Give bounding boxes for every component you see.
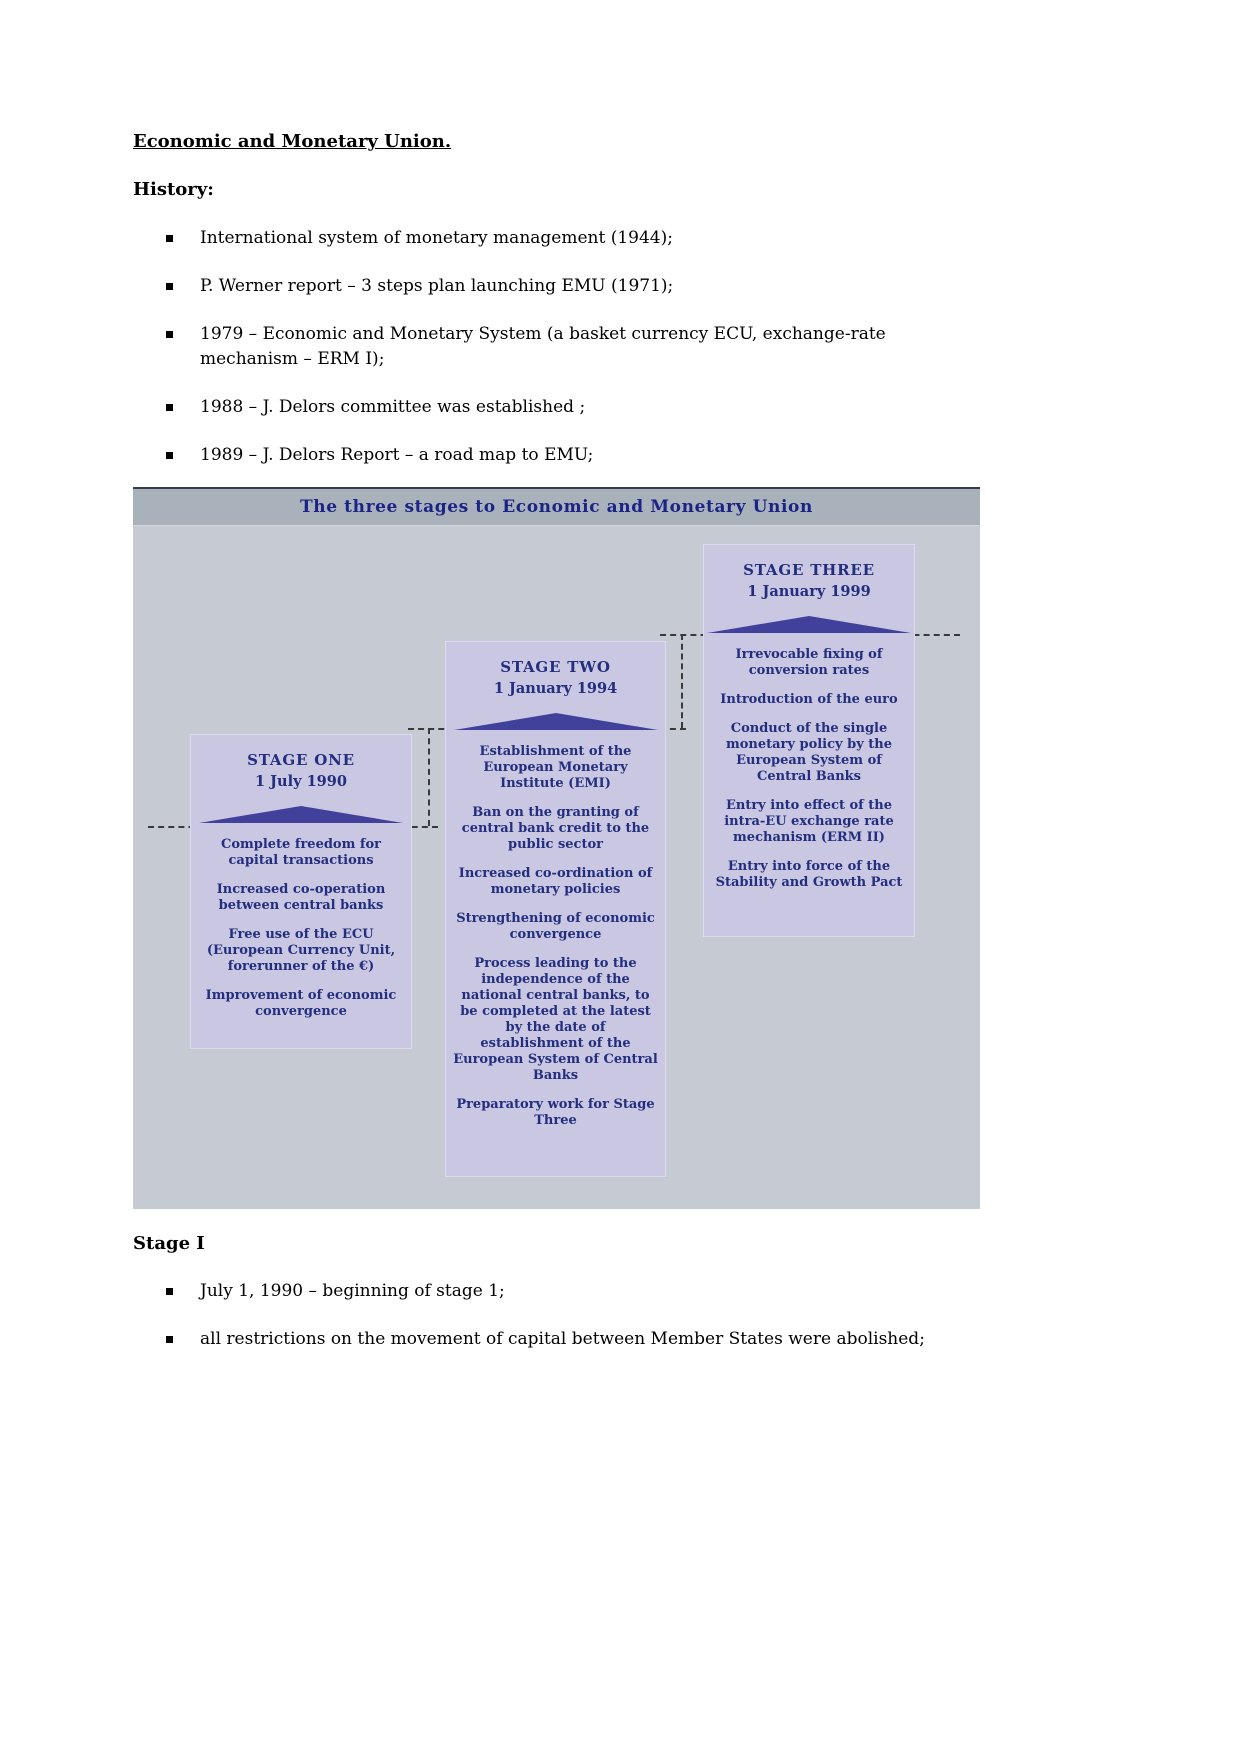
bullet-icon bbox=[166, 331, 173, 338]
bullet-icon bbox=[166, 235, 173, 242]
stage-item: Ban on the granting of central bank credit to the public sector bbox=[461, 805, 650, 852]
list-item-text: all restrictions on the movement of capital between Member States were abolished; bbox=[200, 1329, 925, 1349]
list-item bbox=[166, 395, 982, 420]
triangle-icon bbox=[199, 806, 403, 823]
stage-item: Free use of the ECU (European Currency Unit, forerunner of the €) bbox=[206, 927, 396, 974]
stage-three-date: 1 January 1999 bbox=[747, 583, 871, 600]
connector-dashed-line bbox=[681, 634, 683, 728]
list-item bbox=[166, 274, 982, 299]
stage-one-items bbox=[191, 837, 411, 1020]
list-item bbox=[166, 443, 982, 468]
bullet-icon bbox=[166, 1336, 173, 1343]
stage-two-date: 1 January 1994 bbox=[493, 680, 618, 697]
stage-item: Complete freedom for capital transactions bbox=[220, 837, 381, 868]
triangle-icon bbox=[454, 713, 658, 730]
list-item bbox=[166, 226, 982, 251]
list-item bbox=[166, 1279, 982, 1304]
list-item-text: International system of monetary management (1944); bbox=[200, 228, 673, 248]
stage1-heading: Stage I bbox=[133, 1233, 205, 1254]
stage-item: Entry into force of the Stability and Growth Pact bbox=[715, 859, 903, 890]
list-item-text: P. Werner report – 3 steps plan launching EMU (1971); bbox=[200, 276, 674, 296]
list-item-text: July 1, 1990 – beginning of stage 1; bbox=[200, 1281, 505, 1301]
stage-item: Establishment of the European Monetary Institute (EMI) bbox=[479, 744, 632, 791]
stage-item: Increased co-ordination of monetary policies bbox=[458, 866, 653, 897]
history-heading: History: bbox=[133, 179, 214, 200]
bullet-icon bbox=[166, 452, 173, 459]
stage-two-box bbox=[445, 641, 666, 1177]
bullet-icon bbox=[166, 283, 173, 290]
list-item-text: 1979 – Economic and Monetary System (a basket currency ECU, exchange-rate mechanism – ERM I); bbox=[200, 324, 886, 369]
list-item bbox=[166, 322, 982, 372]
triangle-icon bbox=[707, 616, 911, 633]
bullet-icon bbox=[166, 1288, 173, 1295]
stage-item: Irrevocable fixing of conversion rates bbox=[735, 647, 883, 678]
stage-three-title: STAGE THREE bbox=[743, 561, 875, 579]
stage-three-items bbox=[704, 647, 914, 891]
stage-item: Improvement of economic convergence bbox=[205, 988, 397, 1019]
stage-item: Increased co-operation between central banks bbox=[216, 882, 386, 913]
list-item-text: 1989 – J. Delors Report – a road map to EMU; bbox=[200, 445, 594, 465]
figure-body bbox=[133, 526, 980, 1209]
stage-one-box bbox=[190, 734, 412, 1049]
stage-item: Introduction of the euro bbox=[720, 692, 898, 707]
list-item-text: 1988 – J. Delors committee was established ; bbox=[200, 397, 586, 417]
stage-item: Strengthening of economic convergence bbox=[456, 911, 655, 942]
bullet-icon bbox=[166, 404, 173, 411]
stage-two-title: STAGE TWO bbox=[500, 658, 611, 676]
stage-item: Preparatory work for Stage Three bbox=[456, 1097, 655, 1128]
stage-item: Process leading to the independence of the national central banks, to be completed at the latest by the date of establishment of the European System of Central Banks bbox=[453, 956, 658, 1083]
stage-two-items bbox=[446, 744, 665, 1129]
list-item bbox=[166, 1327, 982, 1352]
stage-item: Entry into effect of the intra-EU exchange rate mechanism (ERM II) bbox=[724, 798, 894, 845]
figure-title: The three stages to Economic and Monetary Union bbox=[133, 487, 980, 526]
doc-title: Economic and Monetary Union. bbox=[133, 131, 452, 152]
stage-three-box bbox=[703, 544, 915, 937]
stage-item: Conduct of the single monetary policy by the European System of Central Banks bbox=[725, 721, 893, 784]
connector-dashed-line bbox=[428, 728, 430, 826]
emu-stages-figure bbox=[133, 487, 980, 1209]
stage-one-date: 1 July 1990 bbox=[255, 773, 347, 790]
stage-one-title: STAGE ONE bbox=[247, 751, 355, 769]
